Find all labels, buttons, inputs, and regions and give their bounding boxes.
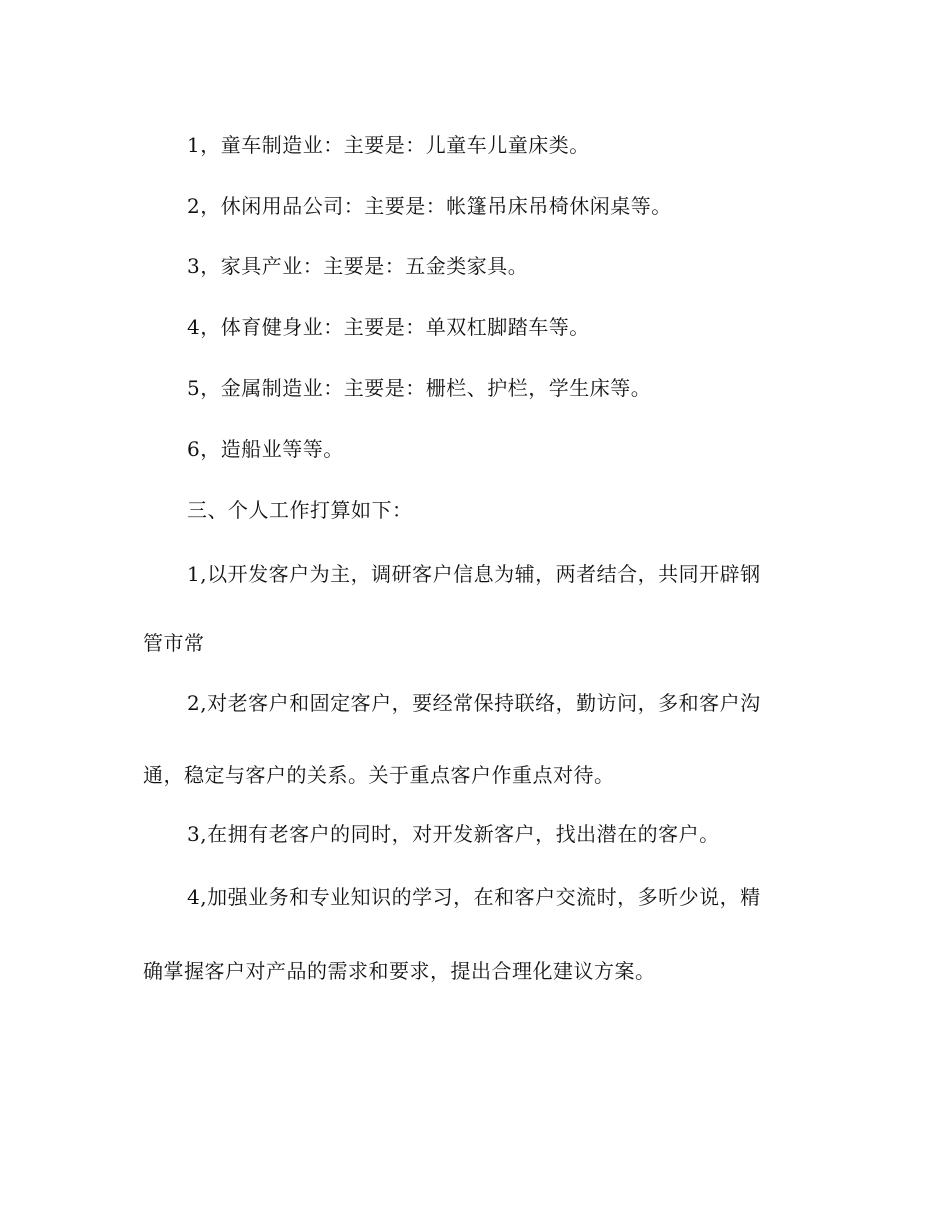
list-item-leisure-products: 2，休闲用品公司：主要是：帐篷吊床吊椅休闲桌等。 (187, 194, 672, 218)
list-item-metal-manufacturing: 5，金属制造业：主要是：栅栏、护栏，学生床等。 (187, 376, 652, 400)
plan-item-3: 3,在拥有老客户的同时，对开发新客户，找出潜在的客户。 (187, 822, 720, 846)
plan-item-4-line-1: 4,加强业务和专业知识的学习，在和客户交流时，多听少说，精 (187, 885, 761, 909)
plan-item-2-line-2: 通，稳定与客户的关系。关于重点客户作重点对待。 (143, 763, 615, 787)
list-item-fitness-industry: 4，体育健身业：主要是：单双杠脚踏车等。 (187, 315, 590, 339)
list-item-child-vehicle-industry: 1，童车制造业：主要是：儿童车儿童床类。 (187, 133, 590, 157)
plan-item-2-line-1: 2,对老客户和固定客户，要经常保持联络，勤访问，多和客户沟 (187, 691, 761, 715)
plan-item-1-line-2: 管市常 (143, 631, 205, 655)
list-item-shipbuilding: 6，造船业等等。 (187, 437, 344, 461)
list-item-furniture-industry: 3，家具产业：主要是：五金类家具。 (187, 254, 529, 278)
plan-item-4-line-2: 确掌握客户对产品的需求和要求，提出合理化建议方案。 (143, 959, 656, 983)
section-heading-work-plan: 三、个人工作打算如下： (187, 498, 413, 522)
plan-item-1-line-1: 1,以开发客户为主，调研客户信息为辅，两者结合，共同开辟钢 (187, 562, 761, 586)
